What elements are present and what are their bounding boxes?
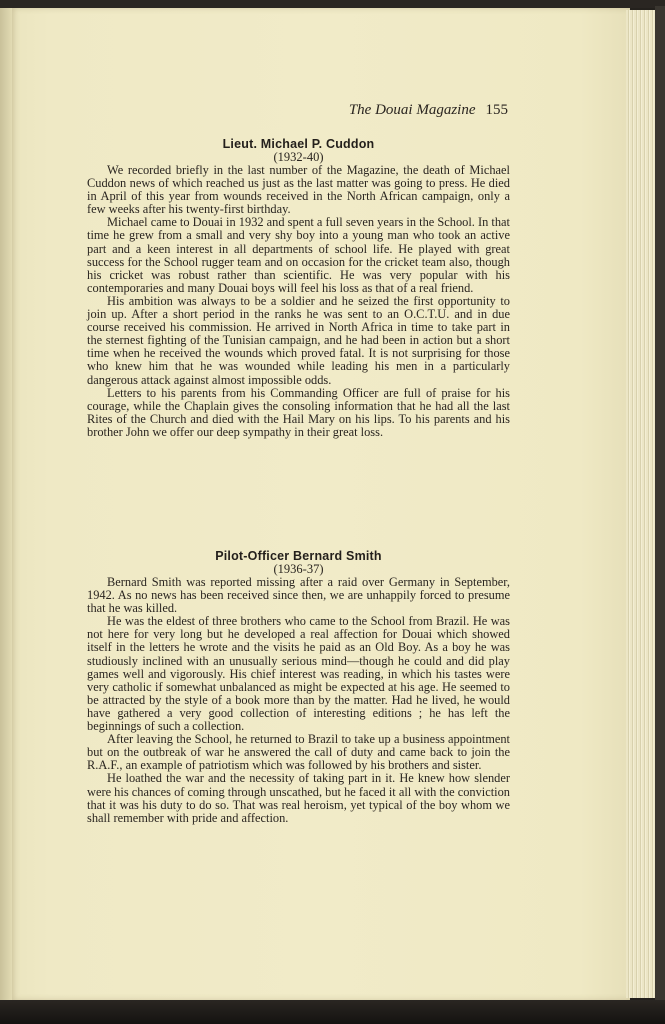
- book-binding-bottom: [0, 1000, 665, 1024]
- article-paragraph: We recorded briefly in the last number of the Magazine, the death of Michael Cuddon news of which reached us just as the last matter was going to press. He died in April of this year from wounds received in the North African campaign, only a few weeks after his twenty-first birthday.: [87, 163, 510, 217]
- article-years: (1936-37): [273, 562, 324, 576]
- article-paragraph: After leaving the School, he returned to Brazil to take up a business appointment but on the outbreak of war he answered the call of duty and came back to join the R.A.F., an example of patriotism which was followed by his brothers and sister.: [87, 732, 510, 773]
- article-paragraph: He loathed the war and the necessity of taking part in it. He knew how slender were his chances of coming through unscathed, but he faced it all with the conviction that it was his duty to do so. That was real heroism, yet typical of the boy whom we shall remember with pride and affection.: [87, 771, 510, 825]
- article-cuddon: [87, 137, 510, 439]
- article-title: Pilot-Officer Bernard Smith: [215, 549, 382, 563]
- book-cover-edge: [655, 6, 665, 1002]
- article-paragraph: He was the eldest of three brothers who came to the School from Brazil. He was not here for very long but he developed a real affection for Douai which showed itself in the letters he wrote and the visits he paid as an Old Boy. As a boy he was studiously inclined with an unusually serious mind—though he could and did play games well and vigorously. His chief interest was reading, in which his tastes were very catholic if somewhat unbalanced as might be expected at his age. He seemed to be attracted by the style of a book more than by the matter. Had he lived, he would have gathered a very good collection of interesting editions ; he has left the beginnings of such a collection.: [87, 614, 510, 734]
- page-number: 155: [485, 102, 508, 118]
- article-paragraph: Bernard Smith was reported missing after a raid over Germany in September, 1942. As no news has been received since then, we are unhappily forced to presume that he was killed.: [87, 575, 510, 616]
- magazine-title: The Douai Magazine: [348, 102, 476, 118]
- running-head: [87, 102, 508, 119]
- article-paragraph: His ambition was always to be a soldier and he seized the first opportunity to join up. After a short period in the ranks he was sent to an O.C.T.U. and in due course received his commission. He arrived in North Africa in time to take part in the sternest fighting of the Tunisian campaign, and he had been in action but a short time when he received the wounds which proved fatal. It is not surprising for those who knew him that he was wounded while leading his men in a particularly dangerous attack against almost impossible odds.: [87, 293, 510, 387]
- article-title: Lieut. Michael P. Cuddon: [222, 137, 375, 151]
- article-smith: [87, 549, 510, 825]
- book-binding-top: [0, 0, 665, 8]
- article-years: (1932-40): [273, 150, 324, 164]
- article-paragraph: Letters to his parents from his Commanding Officer are full of praise for his courage, while the Chaplain gives the consoling information that he had all the last Rites of the Church and died with the Hail Mary on his lips. To his parents and his brother John we offer our deep sympathy in their great loss.: [87, 385, 510, 439]
- page-stack-edge: [626, 10, 656, 998]
- article-paragraph: Michael came to Douai in 1932 and spent a full seven years in the School. In that time he grew from a small and very shy boy into a young man who took an active part and a keen interest in all departments of school life. He played with great success for the School rugger team and on occasion for the cricket team also, though his cricket was robust rather than scientific. He was very popular with his contemporaries and many Douai boys will feel his loss as that of a real friend.: [87, 215, 510, 295]
